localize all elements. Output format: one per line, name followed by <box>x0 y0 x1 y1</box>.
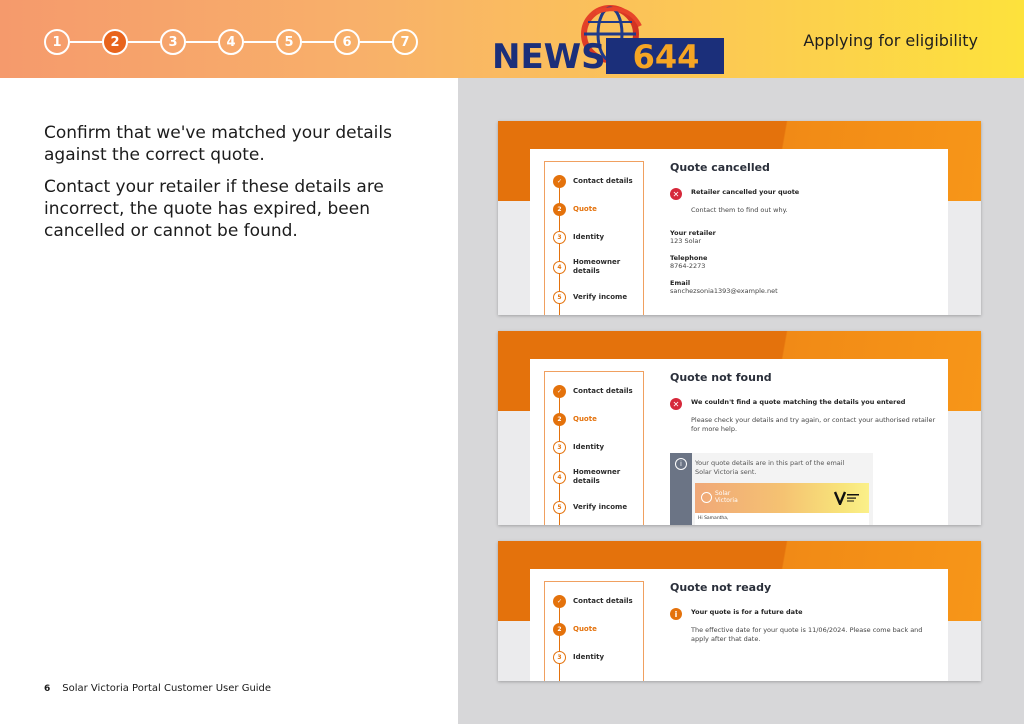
step-3: 3 <box>160 29 186 55</box>
error-x-icon: ✕ <box>670 188 682 200</box>
logo-text-left: NEWS <box>492 37 606 76</box>
guide-title: Solar Victoria Portal Customer User Guide <box>62 683 272 694</box>
screenshot-quote-not-ready <box>498 541 981 681</box>
quote-content <box>670 161 936 304</box>
nav-item-quote[interactable]: 2 Quote <box>553 413 643 426</box>
nav-item-identity[interactable]: 3 Identity <box>553 231 643 244</box>
retailer-details: Your retailer 123 Solar Telephone 8764-2273 Email sanchezsonia1393@example.net <box>670 229 778 295</box>
step-number-icon: 4 <box>553 471 566 484</box>
nav-item-contact-details[interactable]: ✓ Contact details <box>553 175 643 188</box>
solar-victoria-logo: Solar Victoria <box>701 490 738 504</box>
check-icon: ✓ <box>553 175 566 188</box>
page-header <box>0 0 1024 78</box>
progress-nav <box>544 581 644 681</box>
step-5: 5 <box>276 29 302 55</box>
quote-title: Quote not found <box>670 371 772 384</box>
page-footer <box>44 683 271 694</box>
quote-content <box>670 581 936 644</box>
step-connector <box>244 41 276 43</box>
nav-item-contact-details[interactable]: ✓ Contact details <box>553 385 643 398</box>
alert-subtext: Please check your details and try again, or contact your authorised retailer for more help. <box>691 416 936 433</box>
email-hint-text: Your quote details are in this part of the email Solar Victoria sent. <box>695 459 845 476</box>
nav-item-verify-income[interactable]: 5 Verify income <box>553 501 643 514</box>
step-number-icon: 5 <box>553 291 566 304</box>
step-connector <box>302 41 334 43</box>
check-icon: ✓ <box>553 595 566 608</box>
screenshot-quote-cancelled <box>498 121 981 315</box>
quote-title: Quote cancelled <box>670 161 770 174</box>
page-number: 6 <box>44 683 51 694</box>
content-card <box>530 359 948 525</box>
nav-item-contact-details[interactable]: ✓ Contact details <box>553 595 643 608</box>
error-alert: ✕ We couldn't find a quote matching the details you entered <box>670 398 936 410</box>
progress-nav <box>544 161 644 315</box>
step-number-icon: 2 <box>553 413 566 426</box>
step-number-icon: 3 <box>553 651 566 664</box>
info-icon: i <box>670 608 682 620</box>
news644-logo <box>488 4 728 76</box>
quote-content <box>670 371 936 521</box>
step-6: 6 <box>334 29 360 55</box>
step-connector <box>128 41 160 43</box>
step-indicator <box>44 29 418 55</box>
email-greeting: Hi Samantha, <box>698 516 729 521</box>
nav-item-quote[interactable]: 2 Quote <box>553 623 643 636</box>
sun-icon <box>701 492 712 503</box>
progress-nav <box>544 371 644 525</box>
nav-item-identity[interactable]: 3 Identity <box>553 651 643 664</box>
nav-item-verify-income[interactable]: 5 Verify income <box>553 291 643 304</box>
step-number-icon: 3 <box>553 441 566 454</box>
victoria-government-logo <box>833 491 863 505</box>
warning-alert: i Your quote is for a future date <box>670 608 936 620</box>
nav-rail <box>559 602 560 681</box>
intro-text <box>44 122 424 252</box>
content-card <box>530 149 948 315</box>
intro-paragraph-1: Confirm that we've matched your details against the correct quote. <box>44 123 392 165</box>
step-connector <box>186 41 218 43</box>
email-hint-box <box>670 453 873 525</box>
email-banner <box>695 483 869 513</box>
step-4: 4 <box>218 29 244 55</box>
step-number-icon: 2 <box>553 623 566 636</box>
step-connector <box>360 41 392 43</box>
step-7: 7 <box>392 29 418 55</box>
alert-subtext: Contact them to find out why. <box>691 206 788 214</box>
step-connector <box>70 41 102 43</box>
content-card <box>530 569 948 681</box>
intro-paragraph-2: Contact your retailer if these details are incorrect, the quote has expired, been cancelled or cannot be found. <box>44 177 384 241</box>
step-2-active: 2 <box>102 29 128 55</box>
check-icon: ✓ <box>553 385 566 398</box>
logo-text-right: 644 <box>632 38 700 76</box>
email-preview-image <box>695 483 869 525</box>
quote-title: Quote not ready <box>670 581 772 594</box>
step-number-icon: 3 <box>553 231 566 244</box>
step-number-icon: 5 <box>553 501 566 514</box>
error-x-icon: ✕ <box>670 398 682 410</box>
screenshot-quote-not-found <box>498 331 981 525</box>
step-number-icon: 4 <box>553 261 566 274</box>
nav-item-quote[interactable]: 2 Quote <box>553 203 643 216</box>
section-title: Applying for eligibility <box>803 31 978 50</box>
alert-subtext: The effective date for your quote is 11/06/2024. Please come back and apply after that date. <box>691 626 923 643</box>
step-1: 1 <box>44 29 70 55</box>
nav-item-homeowner-details[interactable]: 4 Homeowner details <box>553 468 643 486</box>
info-icon: i <box>675 458 687 470</box>
error-alert: ✕ Retailer cancelled your quote <box>670 188 936 200</box>
nav-item-homeowner-details[interactable]: 4 Homeowner details <box>553 258 643 276</box>
step-number-icon: 2 <box>553 203 566 216</box>
nav-item-identity[interactable]: 3 Identity <box>553 441 643 454</box>
